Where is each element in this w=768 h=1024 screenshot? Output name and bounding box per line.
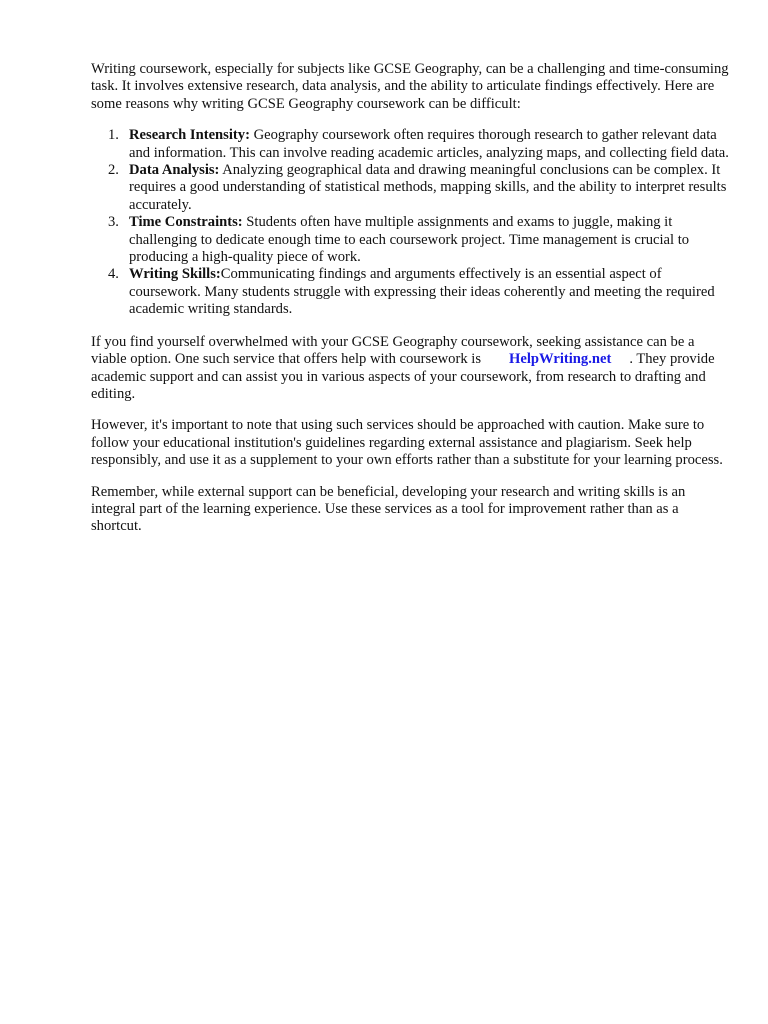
assistance-text-after: . They provide academic support and can assist you in various aspects of your coursework, from research to drafting and editing. <box>91 351 715 402</box>
reasons-list <box>91 127 731 318</box>
list-term: Data Analysis: <box>129 162 220 179</box>
helpwriting-link[interactable]: HelpWriting.net <box>509 351 612 368</box>
list-text: Analyzing geographical data and drawing meaningful conclusions can be complex. It requires a good understanding of statistical methods, mapping skills, and the ability to interpret results accurately. <box>129 162 727 213</box>
list-text: Communicating findings and arguments effectively is an essential aspect of coursework. Many students struggle with expressing their ideas coherently and meeting the required academic writing standards. <box>129 266 715 318</box>
list-text: Students often have multiple assignments and exams to juggle, making it challenging to dedicate enough time to each coursework project. Time management is crucial to producing a high-quality piece of work. <box>129 214 690 266</box>
document-body <box>91 61 731 550</box>
caution-paragraph: However, it's important to note that using such services should be approached with caution. Make sure to follow your educational institution's guidelines regarding external assistance and plagiarism. Seek help responsibly, and use it as a supplement to your own efforts rather than a substitute for your learning process. <box>91 417 723 469</box>
list-number: 3. <box>108 214 119 231</box>
list-number: 4. <box>108 266 119 283</box>
list-term: Writing Skills: <box>129 266 221 283</box>
assistance-text-before: If you find yourself overwhelmed with your GCSE Geography coursework, seeking assistance can be a viable option. One such service that offers help with coursework is <box>91 333 695 368</box>
list-number: 1. <box>108 127 119 144</box>
list-item <box>91 214 731 266</box>
assistance-paragraph <box>91 334 731 404</box>
list-text: Geography coursework often requires thorough research to gather relevant data and information. This can involve reading academic articles, analyzing maps, and collecting field data. <box>129 127 729 161</box>
list-term: Time Constraints: <box>129 214 243 231</box>
conclusion-paragraph: Remember, while external support can be beneficial, developing your research and writing skills is an integral part of the learning experience. Use these services as a tool for improvement rather than as a shortcut. <box>91 483 686 535</box>
list-item <box>91 127 731 162</box>
list-term: Research Intensity: <box>129 127 250 144</box>
list-number: 2. <box>108 162 119 179</box>
list-item <box>91 162 731 214</box>
list-item <box>91 266 731 318</box>
intro-paragraph: Writing coursework, especially for subjects like GCSE Geography, can be a challenging and time-consuming task. It involves extensive research, data analysis, and the ability to articulate findings effectively. Here are some reasons why writing GCSE Geography coursework can be difficult: <box>91 61 729 112</box>
